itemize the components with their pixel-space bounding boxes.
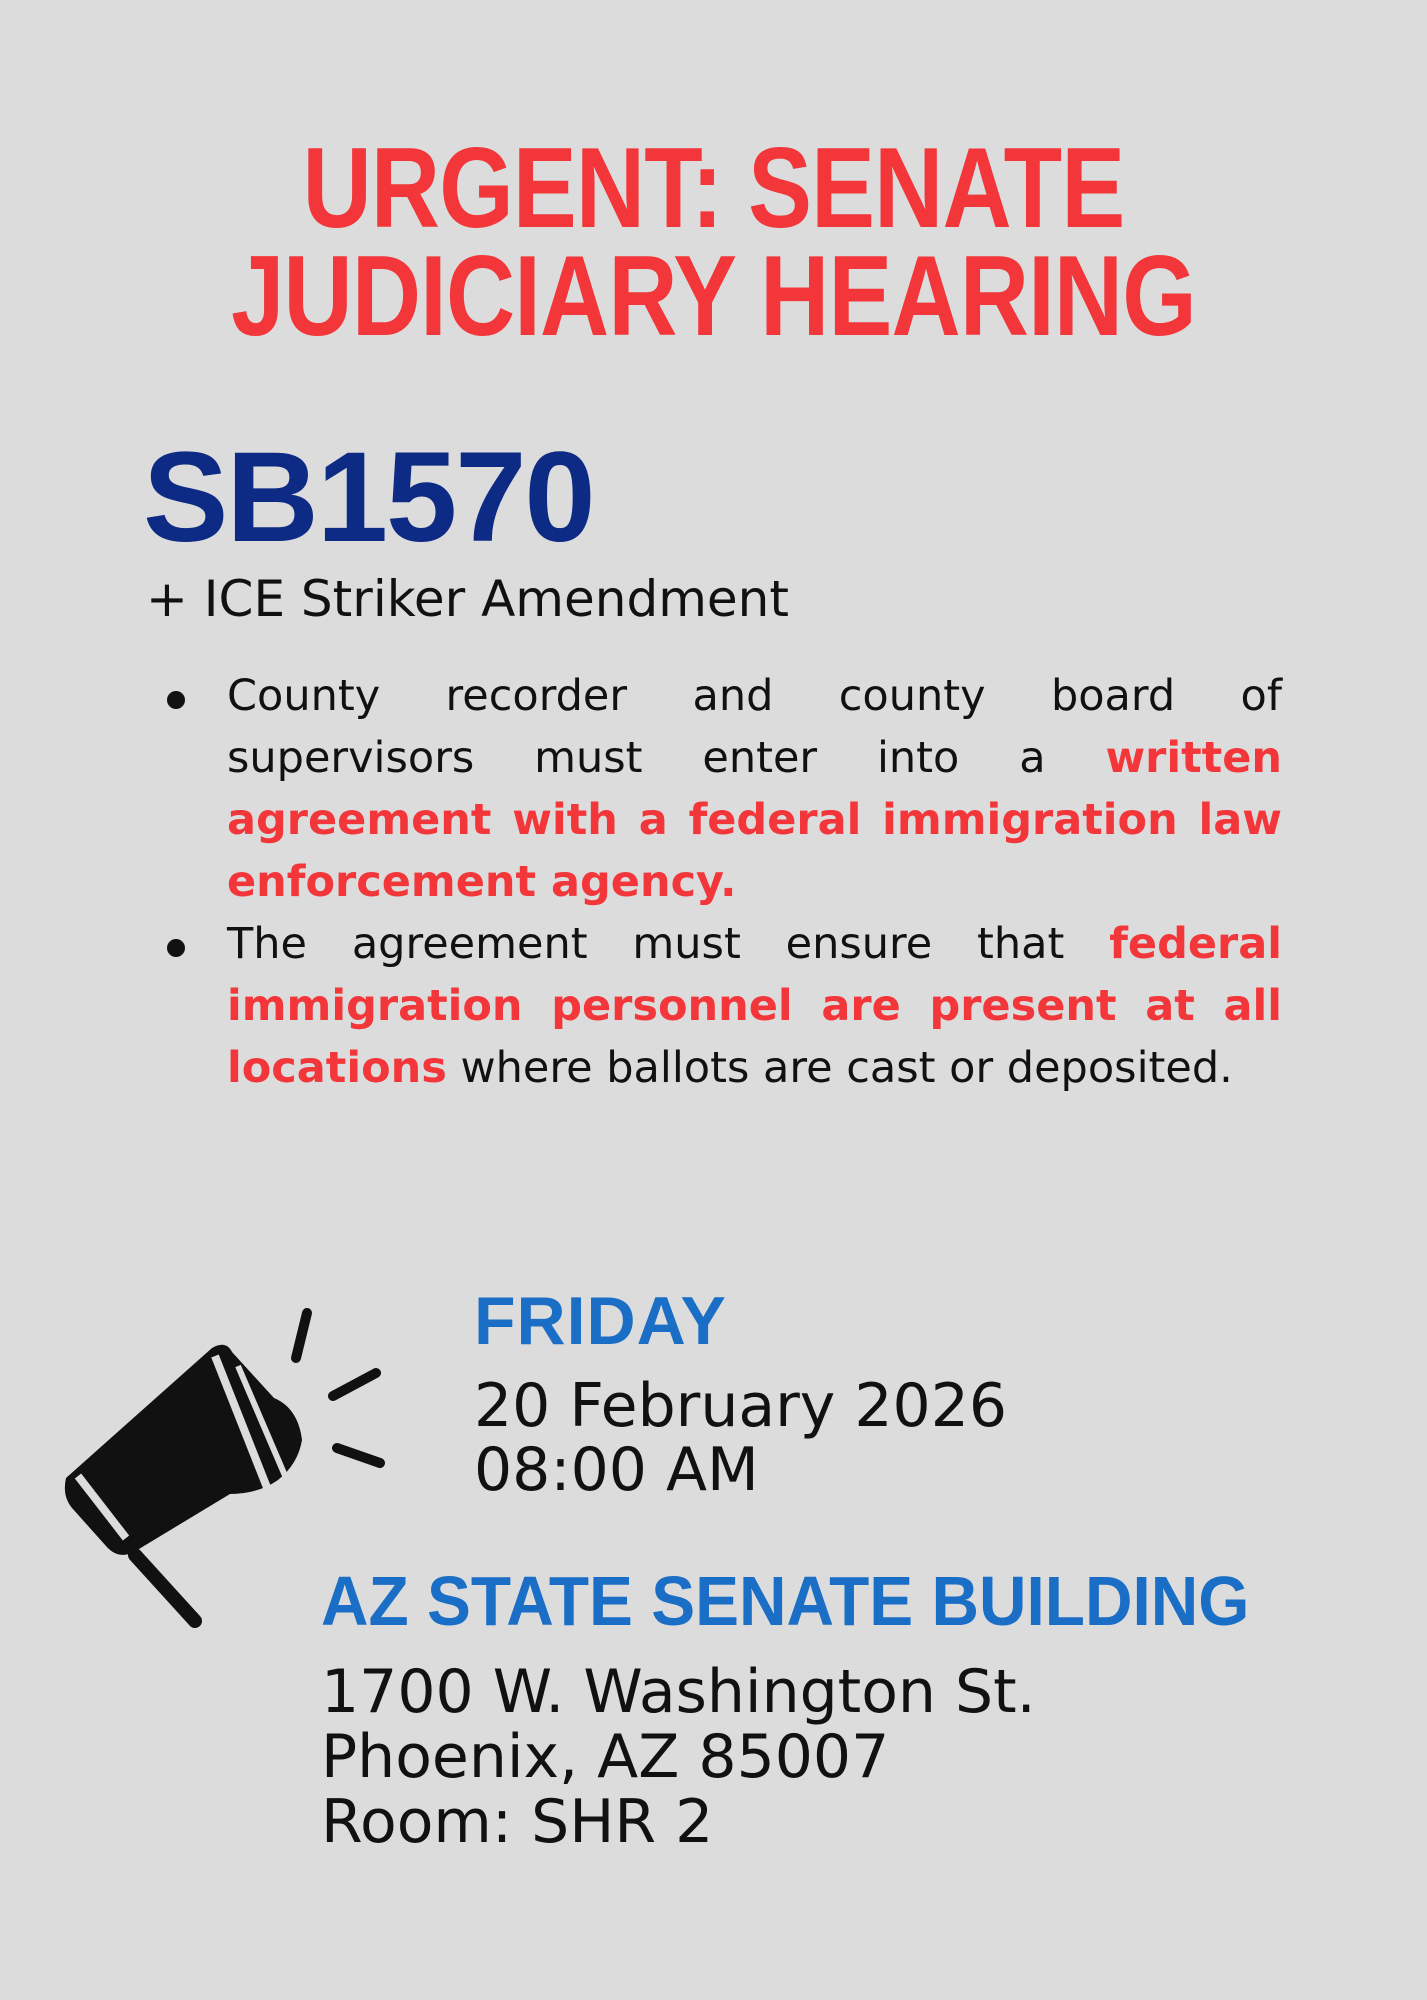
provision-highlight: written agreement with a federal immigration law enforcement agency.: [227, 733, 1282, 907]
provision-text: County recorder and county board of supervisors must enter into a: [227, 671, 1282, 783]
event-day: FRIDAY: [474, 1283, 727, 1359]
list-item: [160, 913, 1282, 1099]
provision-text: The agreement must ensure that: [227, 919, 1110, 969]
provision-highlight: federal immigration personnel are present at all locations: [227, 919, 1282, 1093]
event-date: 20 February 2026: [474, 1371, 1008, 1441]
title-line-2: JUDICIARY HEARING: [231, 233, 1196, 360]
provision-text-after: where ballots are cast or deposited.: [446, 1043, 1233, 1093]
address-city: Phoenix, AZ 85007: [321, 1722, 890, 1792]
bullet-icon: [167, 939, 185, 957]
list-item: [160, 665, 1282, 913]
address-room: Room: SHR 2: [321, 1787, 714, 1857]
venue-name: AZ STATE SENATE BUILDING: [321, 1562, 1250, 1640]
title-line-1: URGENT: SENATE: [302, 125, 1125, 252]
bill-provisions-list: [160, 665, 1282, 1099]
bill-amendment: + ICE Striker Amendment: [146, 570, 789, 628]
address-street: 1700 W. Washington St.: [321, 1657, 1036, 1727]
page-title: [114, 125, 1313, 360]
bullet-icon: [167, 691, 185, 709]
venue-address: [321, 1657, 1036, 1857]
event-datetime: [474, 1371, 1008, 1505]
bill-number: SB1570: [143, 426, 594, 569]
event-time: 08:00 AM: [474, 1435, 759, 1505]
